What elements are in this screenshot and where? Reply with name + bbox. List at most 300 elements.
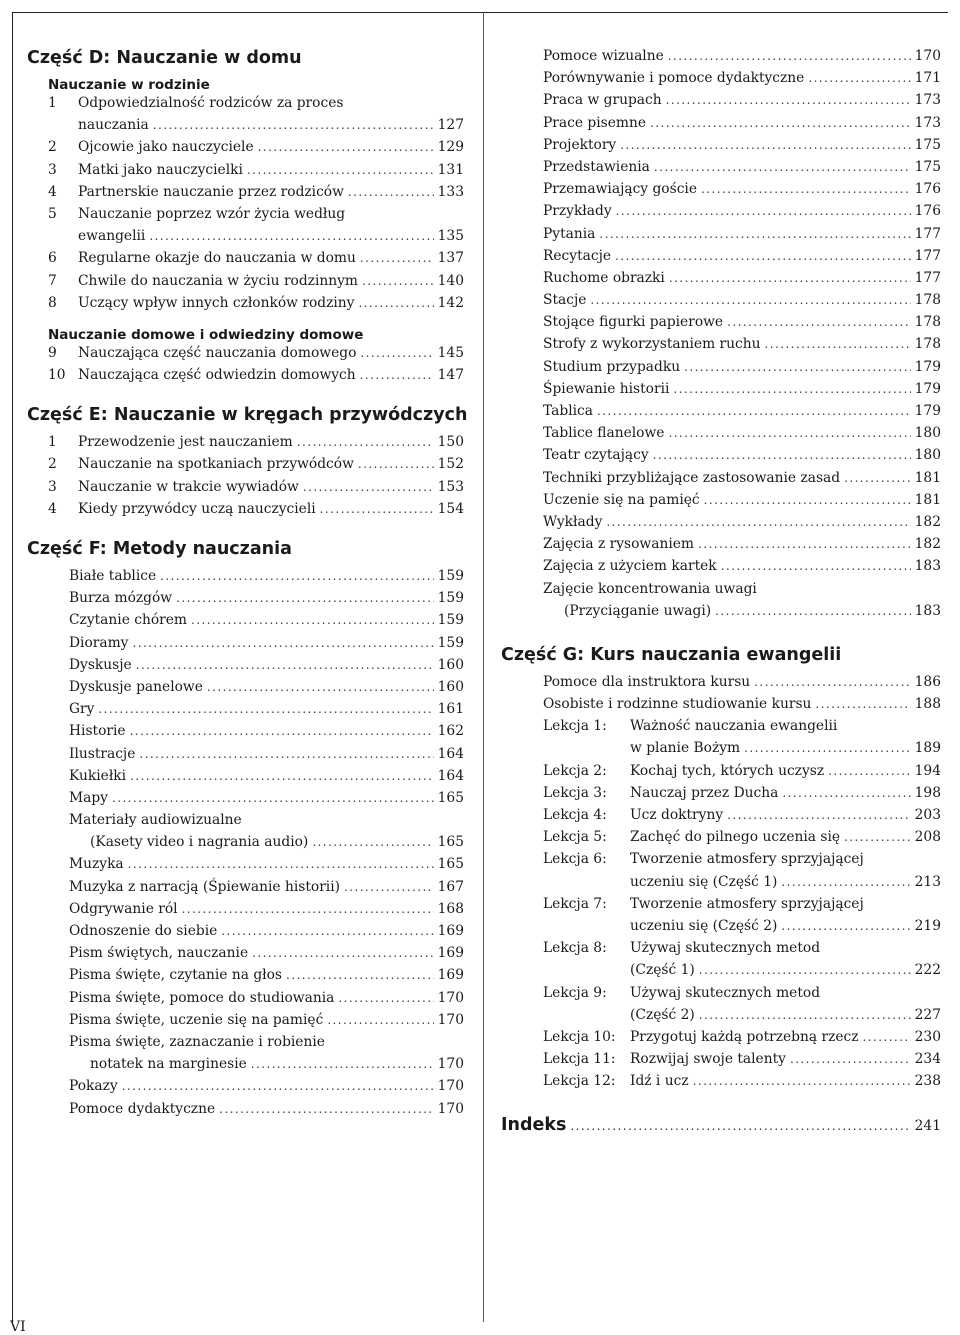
toc-entry[interactable] [501,248,941,270]
toc-entry[interactable] [27,945,464,967]
entry-title: Odnoszenie do siebie [69,923,218,939]
section-heading: Nauczanie domowe i odwiedziny domowe [48,326,364,343]
toc-entry[interactable] [501,558,941,580]
entry-title: Pism świętych, nauczanie [69,945,249,962]
leader-dots [360,251,434,265]
entry-page: 169 [437,945,464,962]
entry-page: 159 [437,634,464,651]
entry-title: notatek na marginesie [90,1056,247,1073]
toc-entry[interactable] [501,70,941,92]
toc-entry[interactable] [27,701,464,723]
leader-dots [666,93,911,107]
lesson-label: Lekcja 7: [543,895,607,912]
toc-entry[interactable] [501,536,941,558]
lesson-title: w planie Bożym [630,740,741,757]
toc-entry[interactable] [27,1101,464,1123]
page-number: VI [10,1319,26,1335]
leader-dots [570,1119,910,1133]
lesson-list [501,718,941,1095]
toc-entry[interactable] [27,367,464,389]
leader-dots [782,786,910,800]
leader-dots [654,160,911,174]
entry-page: 137 [437,250,464,267]
entry-page: 142 [437,294,464,311]
entry-title: Dyskusje [69,656,132,673]
lesson-label: Lekcja 4: [543,807,607,823]
toc-entry[interactable] [501,1007,941,1029]
toc-entry[interactable] [27,434,464,456]
entry-title: Materiały audiowizualne [69,812,242,829]
leader-dots [221,924,433,938]
lesson-title: Rozwijaj swoje talenty [630,1051,786,1068]
leader-dots [182,902,434,916]
entry-title: Pisma święte, czytanie na głos [69,967,283,984]
entry-page: 179 [914,403,941,419]
toc-entry[interactable] [501,159,941,181]
entry-number: 3 [48,161,57,178]
toc-entry[interactable] [27,834,464,856]
toc-entry[interactable] [27,456,464,478]
entry-page: 182 [914,536,941,553]
lesson-label: Lekcja 11: [543,1051,616,1068]
leader-dots [616,204,911,218]
toc-entry[interactable] [27,812,464,834]
entry-title: Zajęcie koncentrowania uwagi [543,580,757,597]
entry-page: 181 [914,469,941,486]
entry-title: Tablice flanelowe [543,425,665,442]
toc-entry[interactable] [501,918,941,940]
leader-dots [303,480,434,494]
part-d-heading: Część D: Nauczanie w domu [27,48,302,68]
lesson-title: uczeniu się (Część 1) [630,873,778,890]
lesson-page: 234 [914,1051,941,1068]
toc-entry[interactable] [501,985,941,1007]
entry-title: Nauczanie na spotkaniach przywódców [78,456,354,473]
entry-page: 182 [914,513,941,530]
toc-entry[interactable] [501,874,941,896]
part-g-heading: Część G: Kurs nauczania ewangelii [501,644,842,665]
entry-title: Muzyka [69,856,124,873]
leader-dots [348,185,434,199]
entry-title: Pytania [543,225,596,242]
toc-entry[interactable] [501,314,941,336]
entry-page: 160 [437,678,464,695]
leader-dots [286,968,434,982]
entry-title: Stojące figurki papierowe [543,314,724,331]
leader-dots [669,271,911,285]
leader-dots [327,1013,433,1027]
toc-entry[interactable] [501,718,941,740]
entry-title: Matki jako nauczycielki [78,161,243,178]
toc-entry[interactable] [27,250,464,272]
entry-title: Ilustracje [69,745,136,762]
entry-page: 131 [437,161,464,178]
entry-title: ewangelii [78,228,146,245]
leader-dots [699,1008,911,1022]
entry-title: Śpiewanie historii [543,380,670,397]
entry-title: Recytacje [543,247,612,264]
lesson-title: uczeniu się (Część 2) [630,917,778,934]
leader-dots [744,741,911,755]
leader-dots [844,471,911,485]
lesson-page: 227 [914,1006,941,1023]
toc-entry[interactable] [27,879,464,901]
entry-title: Strofy z wykorzystaniem ruchu [543,336,761,353]
entry-page: 186 [914,673,941,690]
leader-dots [160,569,434,583]
entry-title: Zajęcia z rysowaniem [543,536,695,553]
entry-page: 159 [437,612,464,629]
leader-dots [112,791,434,805]
toc-entry[interactable] [501,1073,941,1095]
section-heading: Nauczanie w rodzinie [48,77,210,93]
lesson-title: (Część 2) [630,1006,695,1023]
toc-entry[interactable] [27,590,464,612]
leader-dots [606,515,910,529]
toc-entry[interactable] [501,896,941,918]
leader-dots [358,457,434,471]
leader-dots [701,182,911,196]
leader-dots [191,613,434,627]
entry-title: Porównywanie i pomoce dydaktyczne [543,70,805,87]
toc-entry[interactable] [501,940,941,962]
entry-page: 180 [914,447,941,464]
leader-dots [320,502,434,516]
lesson-page: 213 [914,873,941,890]
toc-entry[interactable] [501,603,941,625]
toc-entry[interactable] [501,447,941,469]
toc-entry[interactable] [501,48,941,70]
entry-page: 170 [437,1056,464,1073]
leader-dots [139,747,433,761]
toc-entry[interactable] [27,901,464,923]
toc-entry[interactable] [501,137,941,159]
entry-page: 129 [437,139,464,156]
entry-page: 175 [914,136,941,153]
toc-entry[interactable] [27,1034,464,1056]
entry-number: 2 [48,139,57,156]
entry-page: 180 [914,425,941,442]
entry-page: 160 [437,656,464,673]
entry-page: 179 [914,380,941,397]
leader-dots [754,675,910,689]
entry-title: Zajęcia z użyciem kartek [543,558,717,575]
entry-page: 170 [437,1100,464,1117]
toc-entry[interactable] [27,1012,464,1034]
leader-dots [673,382,910,396]
toc-entry[interactable] [501,514,941,536]
toc-entry[interactable] [27,657,464,679]
entry-page: 140 [437,272,464,289]
toc-entry[interactable] [27,1056,464,1078]
lesson-label: Lekcja 6: [543,851,607,868]
entry-title: Przedstawienia [543,158,650,175]
toc-entry[interactable] [501,181,941,203]
lesson-title: Nauczaj przez Ducha [630,784,779,801]
entry-title: Nauczająca część odwiedzin domowych [78,367,356,384]
leader-dots [650,116,911,130]
entry-page: 170 [437,1011,464,1028]
toc-entry[interactable] [27,273,464,295]
leader-dots [149,229,433,243]
entry-title: Nauczanie w trakcie wywiadów [78,478,299,495]
part-f-continued-list [501,48,941,625]
leader-dots [715,604,911,618]
leader-dots [360,346,433,360]
leader-dots [338,991,433,1005]
leader-dots [247,163,434,177]
entry-title: Przemawiający goście [543,181,698,198]
entry-page: 178 [914,292,941,309]
entry-title: Ruchome obrazki [543,269,665,286]
toc-entry[interactable] [27,206,464,228]
toc-entry[interactable] [501,381,941,403]
toc-entry[interactable] [27,635,464,657]
toc-entry[interactable] [501,359,941,381]
toc-entry[interactable] [501,470,941,492]
entry-title: Przykłady [543,203,612,220]
leader-dots [599,227,910,241]
entry-title: Uczenie się na pamięć [543,491,700,508]
toc-entry[interactable] [27,746,464,768]
lesson-page: 194 [914,762,941,779]
part-e-heading: Część E: Nauczanie w kręgach przywódczych [27,405,468,426]
leader-dots [808,71,910,85]
lesson-title: Kochaj tych, których uczysz [630,762,825,779]
entry-page: 150 [437,434,464,451]
leader-dots [176,591,434,605]
toc-entry[interactable] [501,581,941,603]
toc-entry[interactable] [27,990,464,1012]
entry-title: Odgrywanie ról [69,900,178,917]
toc-entry[interactable] [27,295,464,317]
toc-entry[interactable] [501,962,941,984]
entry-number: 5 [48,205,57,222]
entry-page: 178 [914,336,941,353]
toc-entry[interactable] [501,203,941,225]
leader-dots [251,1057,434,1071]
leader-dots [727,315,911,329]
toc-entry[interactable] [27,679,464,701]
entry-page: 164 [437,767,464,784]
lesson-title: Przygotuj każdą potrzebną rzecz [630,1028,859,1045]
lesson-label: Lekcja 12: [543,1073,616,1090]
leader-dots [153,118,434,132]
leader-dots [122,1079,434,1093]
entry-title: Chwile do nauczania w życiu rodzinnym [78,272,359,289]
toc-entry[interactable] [501,425,941,447]
entry-title: Pomoce wizualne [543,48,664,64]
lesson-title: Idź i ucz [630,1073,689,1090]
entry-title: Praca w grupach [543,92,662,109]
toc-entry[interactable] [501,785,941,807]
toc-entry[interactable] [501,763,941,785]
entry-number: 9 [48,344,57,361]
toc-entry[interactable] [501,492,941,514]
entry-number: 1 [48,95,57,111]
entry-title: Techniki przybliżające zastosowanie zasad [543,469,841,486]
entry-page: 176 [914,181,941,198]
entry-title: Stacje [543,292,587,309]
toc-entry[interactable] [27,612,464,634]
entry-title: Pomoce dla instruktora kursu [543,673,751,690]
entry-page: 169 [437,923,464,939]
toc-right-column [501,48,941,1139]
leader-dots [207,680,434,694]
leader-dots [684,360,911,374]
lesson-page: 189 [914,740,941,757]
leader-dots [590,293,910,307]
leader-dots [360,368,434,382]
toc-entry[interactable] [27,228,464,250]
toc-entry[interactable] [501,115,941,137]
entry-page: 127 [437,117,464,134]
toc-entry[interactable] [501,1051,941,1073]
lesson-page: 222 [914,962,941,979]
leader-dots [130,769,434,783]
toc-entry[interactable] [501,829,941,851]
entry-page: 165 [437,856,464,873]
toc-entry[interactable] [27,967,464,989]
entry-page: 167 [437,878,464,895]
entry-title: Pokazy [69,1078,118,1095]
leader-dots [693,1074,911,1088]
leader-dots [653,448,911,462]
toc-entry[interactable] [501,696,941,718]
entry-number: 4 [48,500,57,517]
entry-number: 7 [48,272,57,289]
entry-title: Wykłady [543,513,603,530]
leader-dots [781,875,910,889]
entry-title: Regularne okazje do nauczania w domu [78,250,356,267]
toc-entry[interactable] [27,95,464,117]
toc-entry[interactable] [501,403,941,425]
entry-page: 162 [437,723,464,740]
entry-page: 177 [914,269,941,286]
leader-dots [297,435,434,449]
toc-entry[interactable] [27,162,464,184]
entry-page: 159 [437,590,464,607]
entry-title: Pomoce dydaktyczne [69,1100,216,1117]
toc-entry[interactable] [27,790,464,812]
entry-page: 177 [914,225,941,242]
lesson-title: Ważność nauczania ewangelii [630,718,838,735]
lesson-label: Lekcja 3: [543,784,607,801]
toc-entry[interactable] [27,345,464,367]
entry-title: Czytanie chórem [69,612,188,629]
leader-dots [727,808,911,822]
entry-title: Teatr czytający [543,447,649,464]
lesson-title: Ucz doktryny [630,807,724,823]
entry-title: Pisma święte, uczenie się na pamięć [69,1011,324,1028]
leader-dots [615,249,911,263]
toc-entry[interactable] [501,740,941,762]
entry-page: 170 [437,989,464,1006]
entry-title: Muzyka z narracją (Śpiewanie historii) [69,878,341,895]
entry-title: nauczania [78,117,149,134]
entry-title: Kiedy przywódcy uczą nauczycieli [78,500,316,517]
leader-dots [721,559,911,573]
toc-entry[interactable] [501,92,941,114]
index-entry[interactable] [501,1115,941,1139]
toc-entry[interactable] [501,226,941,248]
entry-number: 1 [48,434,57,451]
lesson-page: 198 [914,784,941,801]
toc-entry[interactable] [27,479,464,501]
toc-entry[interactable] [27,568,464,590]
entry-page: 152 [437,456,464,473]
entry-title: Prace pisemne [543,114,647,131]
entry-page: 188 [914,696,941,713]
leader-dots [98,702,433,716]
lesson-label: Lekcja 5: [543,829,607,846]
toc-entry[interactable] [501,270,941,292]
toc-entry[interactable] [27,923,464,945]
lesson-title: Używaj skutecznych metod [630,940,821,957]
entry-page: 183 [914,558,941,575]
part-g-list [501,674,941,718]
entry-title: Uczący wpływ innych członków rodziny [78,294,355,311]
entry-page: 171 [914,70,941,87]
entry-title: Tablica [543,403,593,419]
entry-title: Przewodzenie jest nauczaniem [78,434,293,451]
leader-dots [765,337,911,351]
toc-entry[interactable] [27,723,464,745]
toc-entry[interactable] [501,807,941,829]
toc-entry[interactable] [27,501,464,523]
toc-entry[interactable] [501,336,941,358]
toc-entry[interactable] [27,117,464,139]
entry-title: Pisma święte, zaznaczanie i robienie [69,1033,325,1050]
lesson-title: Tworzenie atmosfery sprzyjającej [630,895,864,912]
entry-number: 10 [48,367,66,384]
entry-number: 8 [48,294,57,311]
leader-dots [668,49,911,63]
leader-dots [790,1052,911,1066]
lesson-label: Lekcja 1: [543,718,607,735]
part-f-list [27,568,464,1123]
entry-title: (Przyciąganie uwagi) [564,602,712,619]
toc-entry[interactable] [27,139,464,161]
toc-entry[interactable] [27,184,464,206]
entry-title: Partnerskie nauczanie przez rodziców [78,183,344,200]
toc-entry[interactable] [501,292,941,314]
entry-title: Nauczająca część nauczania domowego [78,344,357,361]
toc-entry[interactable] [501,674,941,696]
entry-title: Osobiste i rodzinne studiowanie kursu [543,696,812,713]
entry-title: Studium przypadku [543,358,681,375]
toc-entry[interactable] [27,1078,464,1100]
entry-page: 178 [914,314,941,331]
entry-page: 170 [437,1078,464,1095]
leader-dots [704,493,911,507]
entry-page: 177 [914,247,941,264]
entry-page: 168 [437,900,464,917]
leader-dots [597,404,911,418]
toc-entry[interactable] [27,856,464,878]
toc-entry[interactable] [501,1029,941,1051]
entry-page: 170 [914,48,941,64]
lesson-title: Zachęć do pilnego uczenia się [630,829,841,846]
entry-number: 3 [48,478,57,495]
lesson-page: 208 [914,829,941,846]
toc-entry[interactable] [27,768,464,790]
lesson-title: Używaj skutecznych metod [630,984,821,1001]
entry-page: 165 [437,789,464,806]
lesson-page: 203 [914,807,941,823]
toc-entry[interactable] [501,851,941,873]
leader-dots [815,697,910,711]
